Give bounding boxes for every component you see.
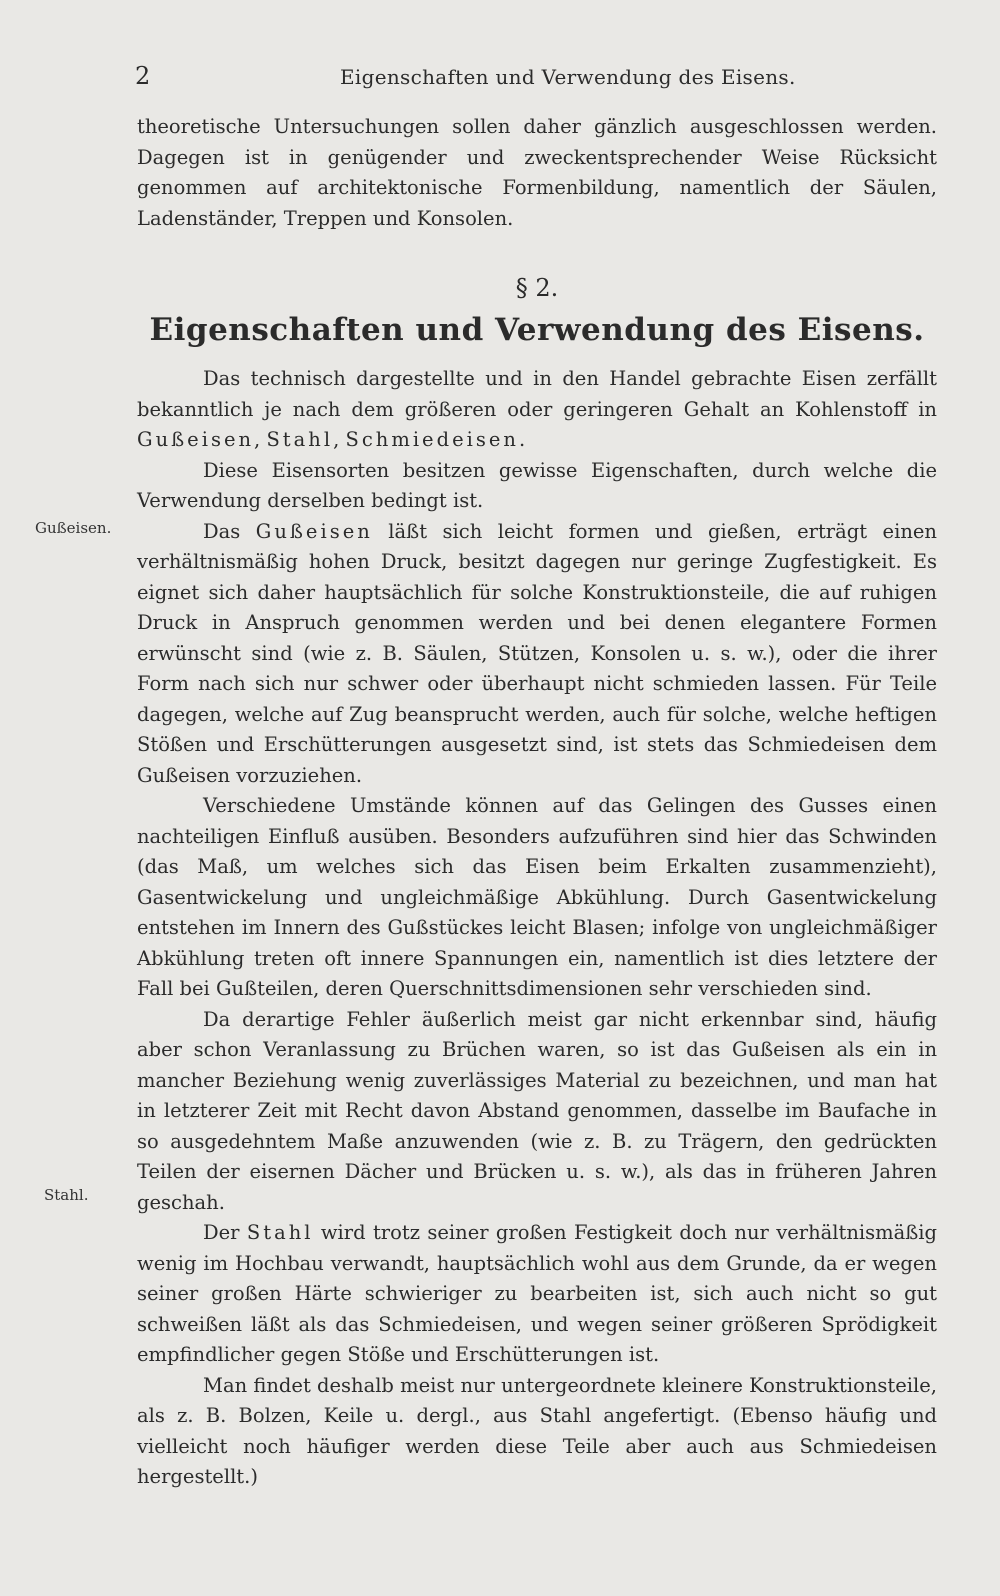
paragraph-3	[137, 517, 937, 792]
term-stahl-emphasis: Stahl	[246, 1221, 314, 1244]
paragraph-5: Da derartige Fehler äußerlich meist gar nicht erkennbar sind, häufig aber schon Veranlassung zu Brüchen waren, so ist das Gußeisen als ein in mancher Beziehung wenig zuverlässiges Material zu bezeichnen, und man hat in letzterer Zeit mit Recht davon Abstand genommen, dasselbe im Baufache in so ausgedehntem Maße anzuwenden (wie z. B. zu Trägern, den gedrückten Teilen der eisernen Dächer und Brücken u. s. w.), als das in früheren Jahren geschah.	[137, 1007, 937, 1214]
paragraph-6	[137, 1218, 937, 1371]
paragraph-1	[137, 364, 937, 456]
separator: ,	[254, 428, 267, 451]
paragraph-1-end: .	[518, 428, 526, 451]
term-schmiedeisen: Schmiedeisen	[345, 428, 519, 451]
margin-note-gusseisen: Gußeisen.	[35, 519, 112, 537]
term-gusseisen-emphasis: Gußeisen	[255, 519, 373, 543]
paragraph-1-text: Das technisch dargestellte und in den Handel gebrachte Eisen zerfällt bekanntlich je nach dem größeren oder geringeren Gehalt an Kohlenstoff in	[137, 367, 937, 421]
paragraph-3-start: Das	[203, 519, 256, 543]
margin-note-stahl: Stahl.	[44, 1186, 89, 1204]
paragraph-6-rest: wird trotz seiner großen Festigkeit doch nur verhältnismäßig wenig im Hochbau verwandt, hauptsächlich wohl aus dem Grunde, da er wegen seiner großen Härte schwieriger zu bearbeiten ist, sich auch nicht so gut schweißen läßt als das Schmiedeisen, und wegen seiner größeren Sprödigkeit empfindlicher gegen Stöße und Erschütterungen ist.	[137, 1221, 937, 1366]
page-number: 2	[135, 62, 151, 90]
section-title: Eigenschaften und Verwendung des Eisens.	[149, 312, 925, 348]
paragraph-4: Verschiedene Umstände können auf das Gelingen des Gusses einen nachteiligen Einfluß ausüben. Besonders aufzuführen sind hier das Schwinden (das Maß, um welches sich das Eisen beim Erkalten zusammenzieht), Gasentwickelung und ungleichmäßige Abkühlung. Durch Gasentwickelung entstehen im Innern des Gußstückes leicht Blasen; infolge von ungleichmäßiger Abkühlung treten oft innere Spannungen ein, namentlich ist dies letztere der Fall bei Gußteilen, deren Querschnittsdimensionen sehr verschieden sind.	[137, 794, 937, 1000]
separator: ,	[333, 428, 346, 451]
paragraph-6-start: Der	[203, 1221, 247, 1244]
running-head	[135, 62, 935, 92]
term-stahl: Stahl	[266, 428, 334, 451]
paragraph-2: Diese Eisensorten besitzen gewisse Eigenschaften, durch welche die Verwendung derselben bedingt ist.	[137, 458, 937, 512]
paragraph-7: Man findet deshalb meist nur untergeordnete kleinere Konstruktionsteile, als z. B. Bolzen, Keile u. dergl., aus Stahl angefertigt. (Ebenso häufig und vielleicht noch häufiger werden diese Teile aber auch aus Schmiedeisen hergestellt.)	[137, 1373, 937, 1488]
section-number: § 2.	[515, 274, 559, 302]
term-gusseisen: Gußeisen	[137, 428, 255, 451]
paragraph-3-rest: läßt sich leicht formen und gießen, erträgt einen verhältnismäßig hohen Druck, besitzt dagegen nur geringe Zugfestigkeit. Es eignet sich daher hauptsächlich für solche Konstruktionsteile, die auf ruhigen Druck in Anspruch genommen werden und bei denen elegantere Formen erwünscht sind (wie z. B. Säulen, Stützen, Konsolen u. s. w.), oder die ihrer Form nach sich nur schwer oder überhaupt nicht schmieden lassen. Für Teile dagegen, welche auf Zug beansprucht werden, auch für solche, welche heftigen Stößen und Erschütterungen ausgesetzt sind, ist stets das Schmiedeisen dem Gußeisen vorzuziehen.	[137, 519, 937, 787]
running-title: Eigenschaften und Verwendung des Eisens.	[340, 65, 796, 89]
intro-paragraph: theoretische Untersuchungen sollen daher gänzlich ausgeschlossen werden. Dagegen ist in genügender und zweckentsprechender Weise Rücksicht genommen auf architektonische Formenbildung, namentlich der Säulen, Ladenständer, Treppen und Konsolen.	[137, 115, 937, 230]
page-body	[137, 112, 937, 1493]
